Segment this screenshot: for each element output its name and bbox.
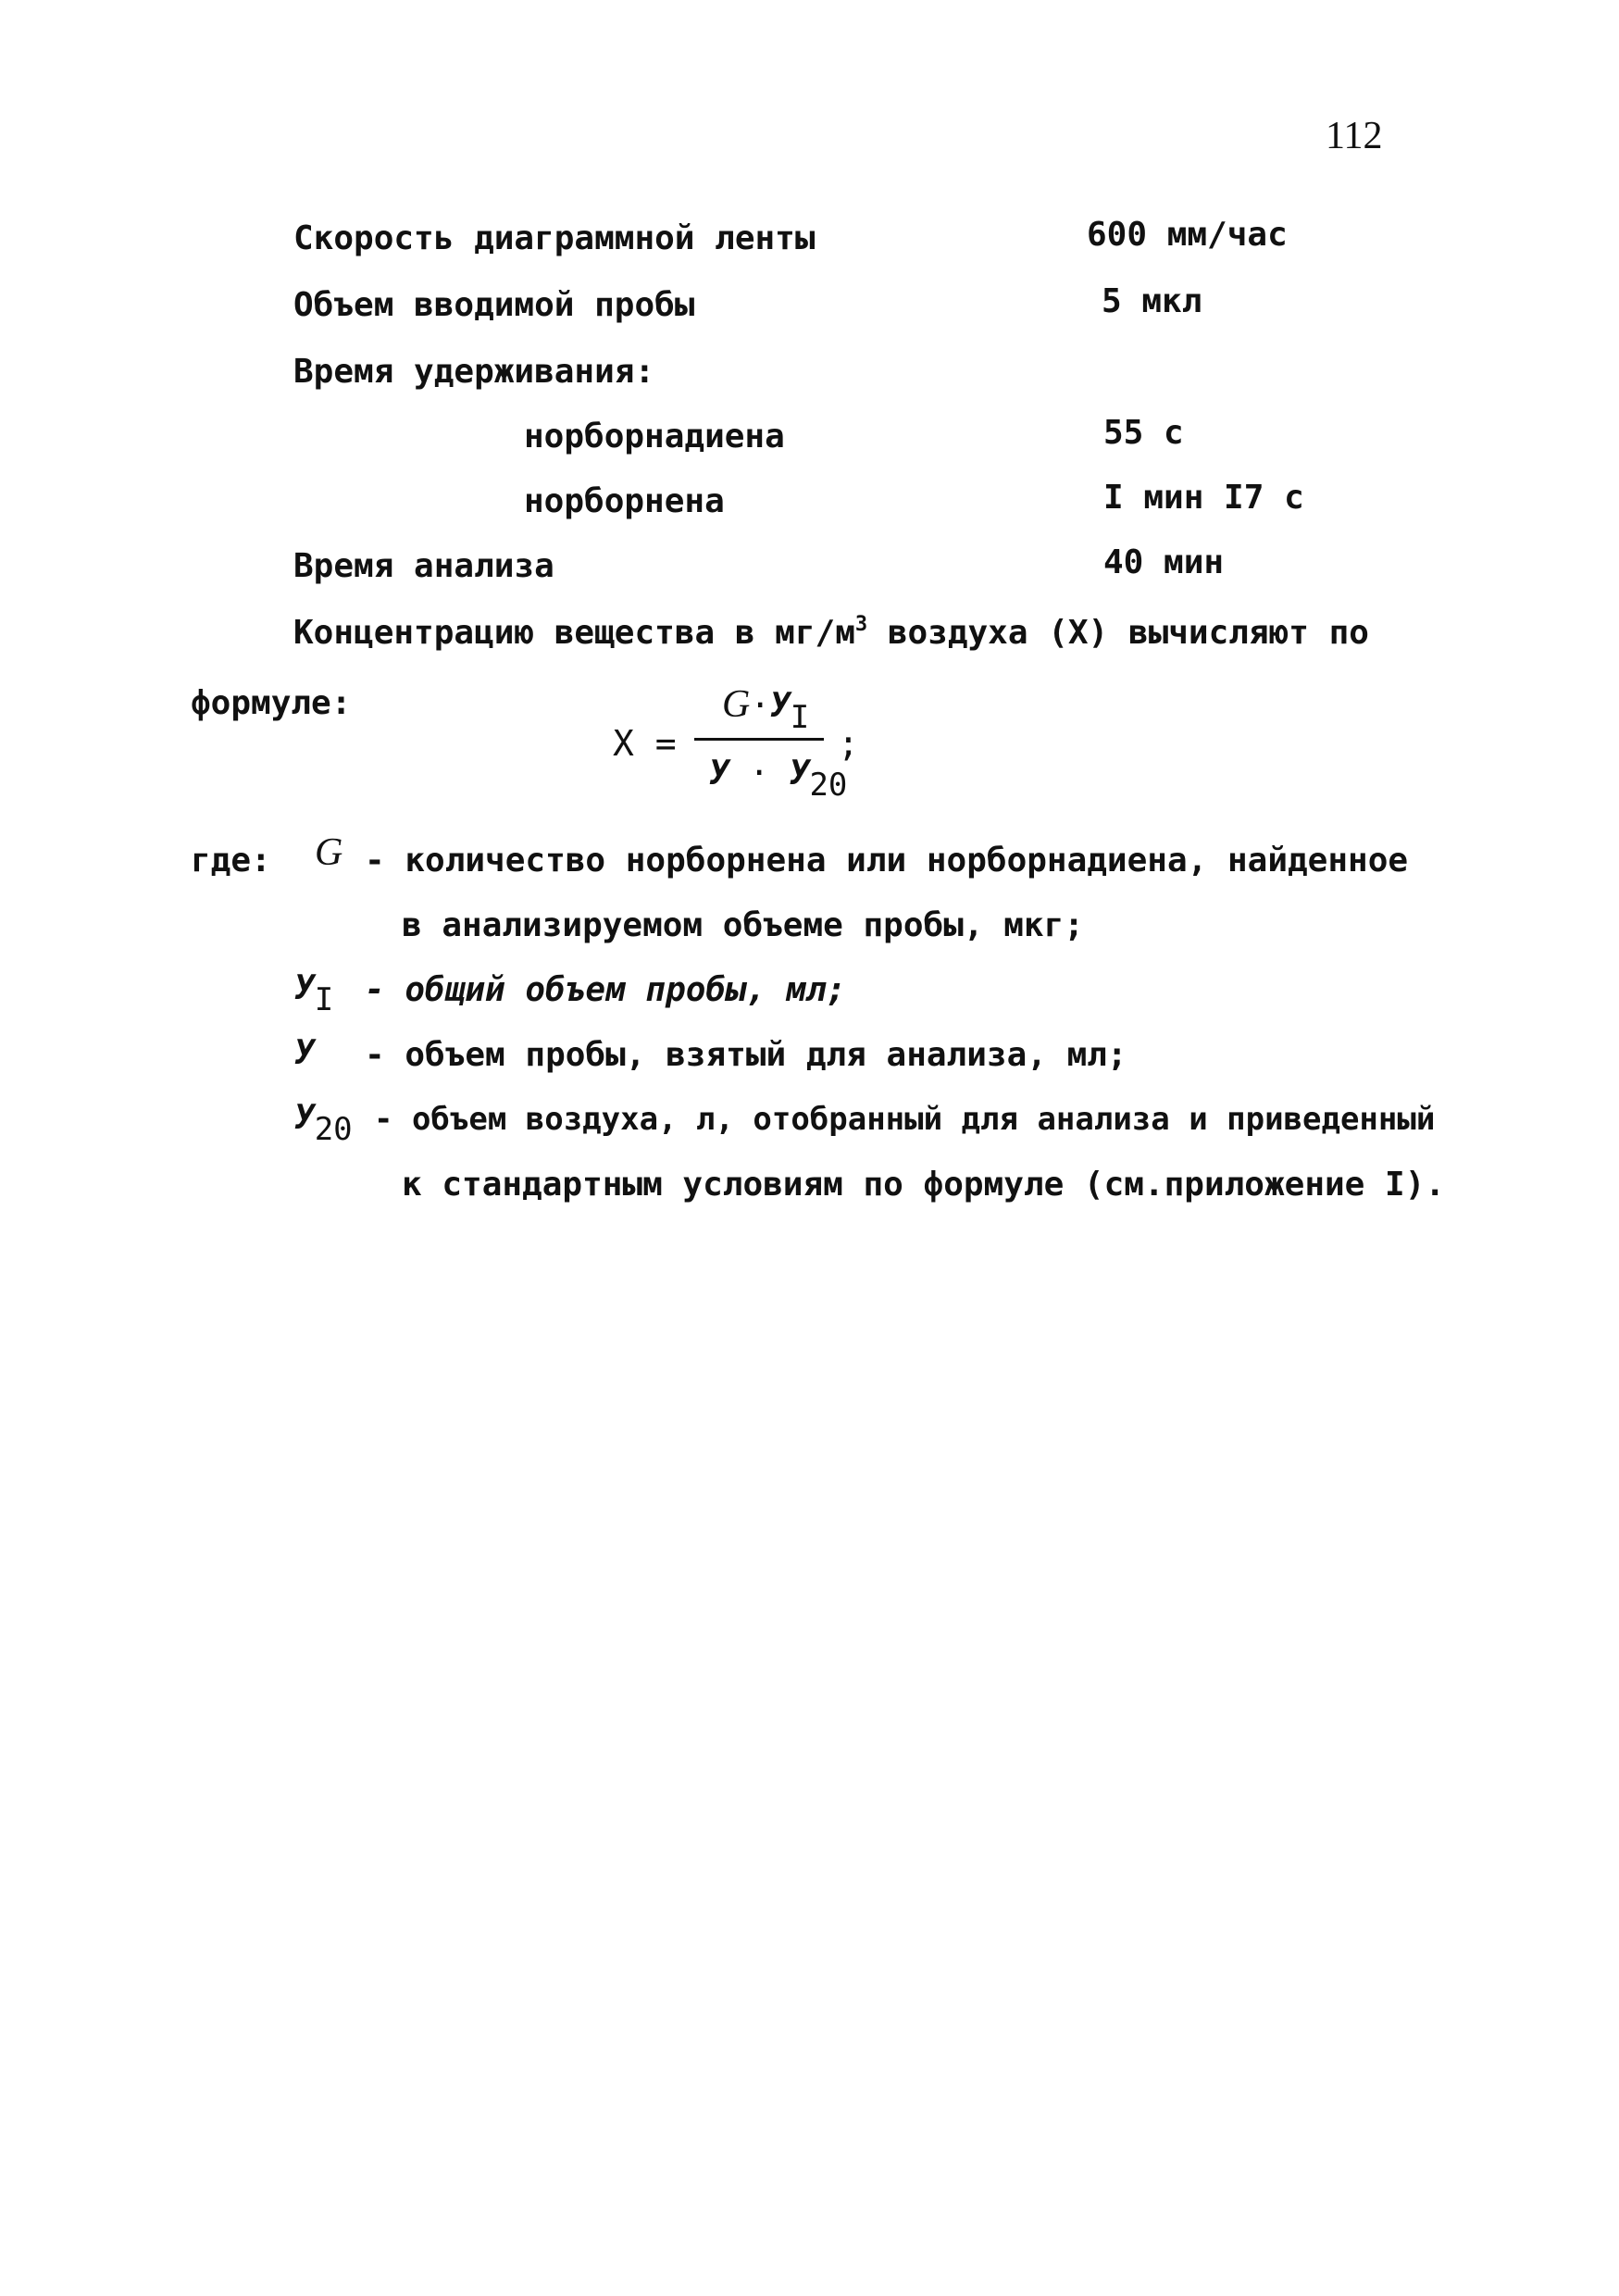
where-v20-sym: У — [294, 1099, 315, 1137]
formula-den-sub: 20 — [809, 767, 848, 804]
where-v1-sub: I — [314, 981, 334, 1018]
where-item-v20-symbol — [294, 1099, 353, 1148]
param-label-tape-speed: Скорость диаграммной ленты — [293, 219, 816, 257]
formula-num-var: У — [770, 687, 791, 725]
where-item-v1-symbol — [294, 969, 334, 1018]
concentration-superscript: 3 — [854, 613, 868, 636]
formula-end: ; — [838, 723, 859, 764]
formula-numerator — [722, 683, 810, 736]
where-item-v1-text: - общий объем пробы, мл; — [365, 971, 847, 1009]
formula-den-var1: У — [709, 755, 729, 792]
where-item-v20-text: - объем воздуха, л, отобранный для анализа и приведенный — [374, 1101, 1436, 1138]
where-item-g-continuation: в анализируемом объеме пробы, мкг; — [402, 906, 1084, 944]
concentration-sentence — [293, 615, 1369, 650]
where-item-g-symbol — [315, 833, 342, 872]
formula-intro: формуле: — [191, 684, 352, 722]
where-item-v-symbol — [294, 1034, 315, 1072]
page-number: 112 — [1326, 115, 1383, 157]
formula-den-dot: · — [749, 755, 770, 792]
formula-lhs: X = — [613, 723, 677, 764]
formula-denominator — [709, 755, 848, 804]
where-v1-sym: У — [294, 969, 315, 1007]
param-label-analysis-time: Время анализа — [293, 547, 554, 585]
where-v-sym: У — [294, 1034, 315, 1072]
concentration-text-start: Концентрацию вещества в мг/м — [293, 614, 855, 652]
where-v20-sub: 20 — [314, 1111, 353, 1148]
param-value-analysis-time: 40 мин — [1103, 543, 1225, 581]
formula-fraction-line — [694, 738, 824, 741]
formula-num-sub: I — [790, 699, 810, 736]
where-g-sym: G — [315, 831, 343, 874]
concentration-text-end: воздуха (X) вычисляют по — [887, 614, 1369, 652]
param-label-norbornadiene: норборнадиена — [524, 418, 785, 455]
formula-num-dot: · — [750, 687, 771, 725]
where-label: где: — [191, 842, 271, 880]
param-value-tape-speed: 600 мм/час — [1087, 216, 1288, 254]
param-label-sample-volume: Объем вводимой пробы — [293, 286, 695, 324]
formula-num-symbol: G — [722, 683, 751, 726]
formula-den-var2: У — [789, 755, 810, 792]
param-label-norbornene: норборнена — [524, 482, 725, 520]
param-value-sample-volume: 5 мкл — [1102, 282, 1202, 320]
param-label-retention-time: Время удерживания: — [293, 353, 655, 391]
where-item-g-text: - количество норборнена или норборнадиена, найденное — [365, 842, 1409, 880]
where-item-v20-continuation: к стандартным условиям по формуле (см.приложение I). — [402, 1166, 1446, 1204]
param-value-norbornadiene: 55 с — [1103, 414, 1184, 452]
where-item-v-text: - объем пробы, взятый для анализа, мл; — [365, 1036, 1127, 1074]
param-value-norbornene: I мин I7 с — [1103, 479, 1304, 517]
